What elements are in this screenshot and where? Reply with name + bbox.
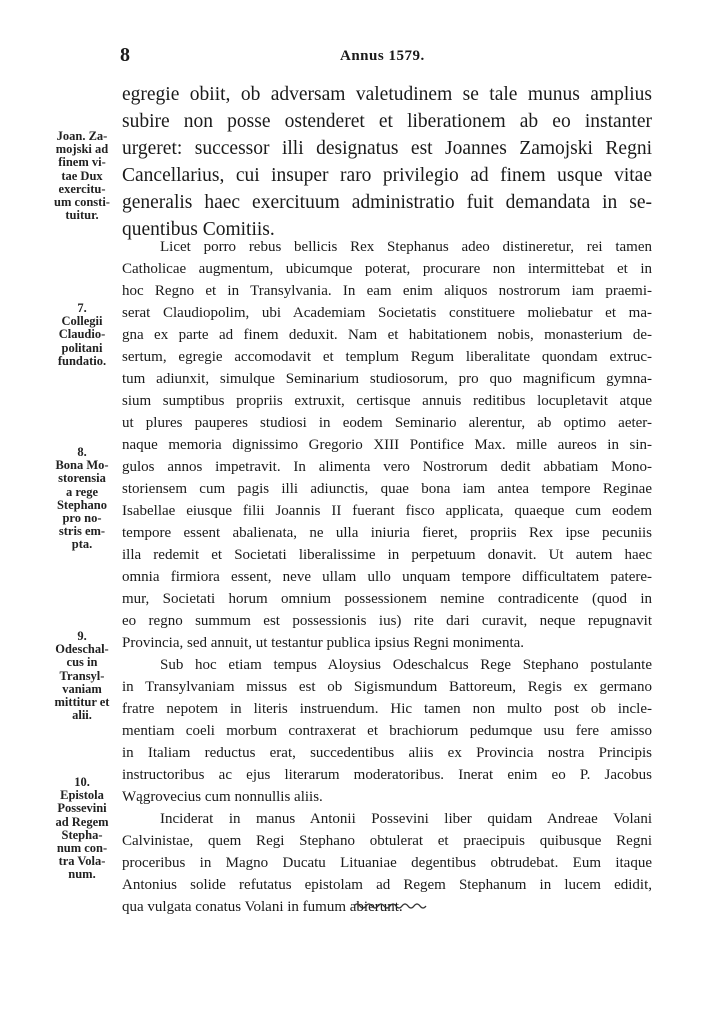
text-line: storiensem cum pagis illi adiunctis, quae bona iam antea tempore Reginae (122, 481, 652, 497)
margin-note-line: Epistola (60, 788, 104, 803)
text-line: eo regno summum est possessionis ius) rite dari curavit, neque repugnavit (122, 613, 652, 629)
text-line: Provincia, sed annuit, ut testantur publica ipsius Regni monimenta. (122, 635, 525, 651)
margin-note-line: pta. (71, 537, 93, 552)
margin-note-line: pro no- (62, 511, 102, 526)
margin-note-line: politani (61, 340, 103, 355)
margin-note-line: tra Vola- (58, 854, 106, 869)
text-line: Licet porro rebus bellicis Rex Stephanus adeo distineretur, rei tamen (160, 239, 652, 255)
margin-note-line: mojski ad (55, 142, 109, 157)
margin-note-line: alii. (72, 708, 92, 723)
text-line: illa redemit et Societati liberalissime in perpetuum donavit. Ut autem haec (122, 547, 652, 563)
margin-note-line: Transyl- (59, 668, 105, 683)
margin-note-line: cus in (66, 655, 98, 670)
text-line: Wągrovecius cum nonnullis aliis. (122, 789, 323, 805)
text-line: egregie obiit, ob adversam valetudinem se tale munus amplius (122, 84, 652, 105)
margin-note-line: 10. (74, 775, 90, 789)
text-line: qua vulgata conatus Volani in fumum abierunt. (122, 899, 403, 915)
text-line: Antonius solide refutatus epistolam ad Regem Stephanum in lucem edidit, (122, 877, 652, 893)
text-line: ut plures pauperes studiosi in eodem Seminario alerentur, ab optimo aeter- (122, 415, 652, 431)
text-line: hoc Regno et in Transylvania. In eam enim aliquos nostrorum iam praemi- (122, 283, 652, 299)
margin-note-line: mittitur et (54, 695, 110, 710)
margin-note-line: finem vi- (58, 155, 106, 170)
text-line: sertum, egregie accomodavit et templum Regum liberalitate quondam extruc- (122, 349, 652, 365)
margin-note-line: num con- (56, 841, 108, 856)
text-line: tempore essent abalienata, ne ulla iniuria fieret, propriis Rex ipse pecuniis (122, 525, 652, 541)
text-line: urgeret: successor illi designatus est Joannes Zamojski Regni (122, 138, 652, 159)
page-header (0, 44, 720, 66)
margin-note-line: ad Regem (55, 814, 109, 829)
text-line: in Transylvaniam missus est ob Sigismundum Battoreum, Regis ex germano (122, 679, 652, 695)
text-line: Isabellae eiusque filii Joannis II fuerant fisco applicata, quaeque cum eodem (122, 503, 652, 519)
margin-note-line: stris em- (58, 524, 106, 539)
margin-note-zamojski (40, 130, 124, 222)
text-line: proceribus in Magno Ducatu Lituaniae degentibus obtrudebat. Eum itaque (122, 855, 652, 871)
text-line: instructoribus ac ejus literarum moderatoribus. Inerat enim eo P. Jacobus (122, 767, 652, 783)
text-line: Catholicae augmentum, ubicumque poterat, procurare non intermittebat et in (122, 261, 652, 277)
margin-note-line: tuitur. (65, 208, 99, 223)
text-line: Calvinistae, quem Regi Stephano obtulerat et praecipuis quibusque Regni (122, 833, 652, 849)
margin-note-line: 8. (77, 445, 87, 459)
page-number: 8 (120, 44, 130, 66)
wavy-ornament-icon (352, 900, 430, 912)
running-head: Annus 1579. (340, 48, 425, 64)
margin-note-line: 7. (77, 301, 87, 315)
margin-note-line: exercitu- (58, 181, 106, 196)
margin-note-line: num. (68, 867, 96, 882)
margin-note-line: 9. (77, 629, 87, 643)
text-line: in Italiam reductus erat, succedentibus aliis ex Provincia nostra Principis (122, 745, 652, 761)
margin-note-line: Possevini (57, 801, 107, 816)
text-line: serat Claudiopolim, ubi Academiam Societatis constituere moliebatur et ma- (122, 305, 652, 321)
text-line: gulos annos impetravit. In alimenta vero Nostrorum dedit abbatiam Mono- (122, 459, 652, 475)
margin-note-line: Collegii (61, 314, 103, 329)
margin-note-line: Claudio- (58, 327, 106, 342)
margin-note-line: storensia (58, 471, 106, 486)
text-line: omnia firmiora essent, neve ullam ullo unquam tempore difficultatem patere- (122, 569, 652, 585)
margin-note-collegium (40, 302, 124, 368)
text-line: mentiam coeli morbum contraxerat et brachiorum pedumque usu fere amisso (122, 723, 652, 739)
text-line: tum adiunxit, simulque Seminarium studiosorum, pro quo magnificum gymna- (122, 371, 652, 387)
margin-note-line: Odeschal- (55, 642, 109, 657)
text-line: fratre nepotem in literis instruendum. Hic tamen non multo post ob incle- (122, 701, 652, 717)
margin-note-line: a rege (65, 484, 99, 499)
text-line: quentibus Comitiis. (122, 219, 275, 240)
text-line: mur, Societati horum omnium possessionem nemine contradicente (quod in (122, 591, 652, 607)
text-line: Cancellarius, cui insuper raro privilegio ad finem usque vitae (122, 165, 652, 186)
margin-note-epistola (40, 776, 124, 882)
text-line: generalis haec exercituum administratio fuit demandata in se- (122, 192, 652, 213)
margin-note-bona (40, 446, 124, 552)
text-line: gna ex parte ad finem deduxit. Nam et habitationem nobis, monasterium de- (122, 327, 652, 343)
text-line: subire non posse ostenderet et liberationem ab eo instanter (122, 111, 652, 132)
margin-note-line: Stepha- (61, 827, 103, 842)
margin-note-line: Stephano (56, 497, 108, 512)
text-line: Inciderat in manus Antonii Possevini liber quidam Andreae Volani (160, 811, 652, 827)
margin-note-line: tae Dux (61, 168, 103, 183)
margin-note-line: vaniam (62, 681, 102, 696)
margin-note-odeschalcus (40, 630, 124, 722)
text-line: Sub hoc etiam tempus Aloysius Odeschalcus Rege Stephano postulante (160, 657, 652, 673)
margin-note-line: fundatio. (57, 353, 107, 368)
text-line: naque memoria dignissimo Gregorio XIII Pontifice Max. mille aureos in sin- (122, 437, 652, 453)
text-line: sium sumptibus propriis extruxit, certisque annuis reditibus locupletavit atque (122, 393, 652, 409)
margin-note-line: Joan. Za- (56, 129, 108, 143)
margin-note-line: Bona Mo- (55, 458, 109, 473)
margin-note-line: um consti- (54, 195, 110, 210)
